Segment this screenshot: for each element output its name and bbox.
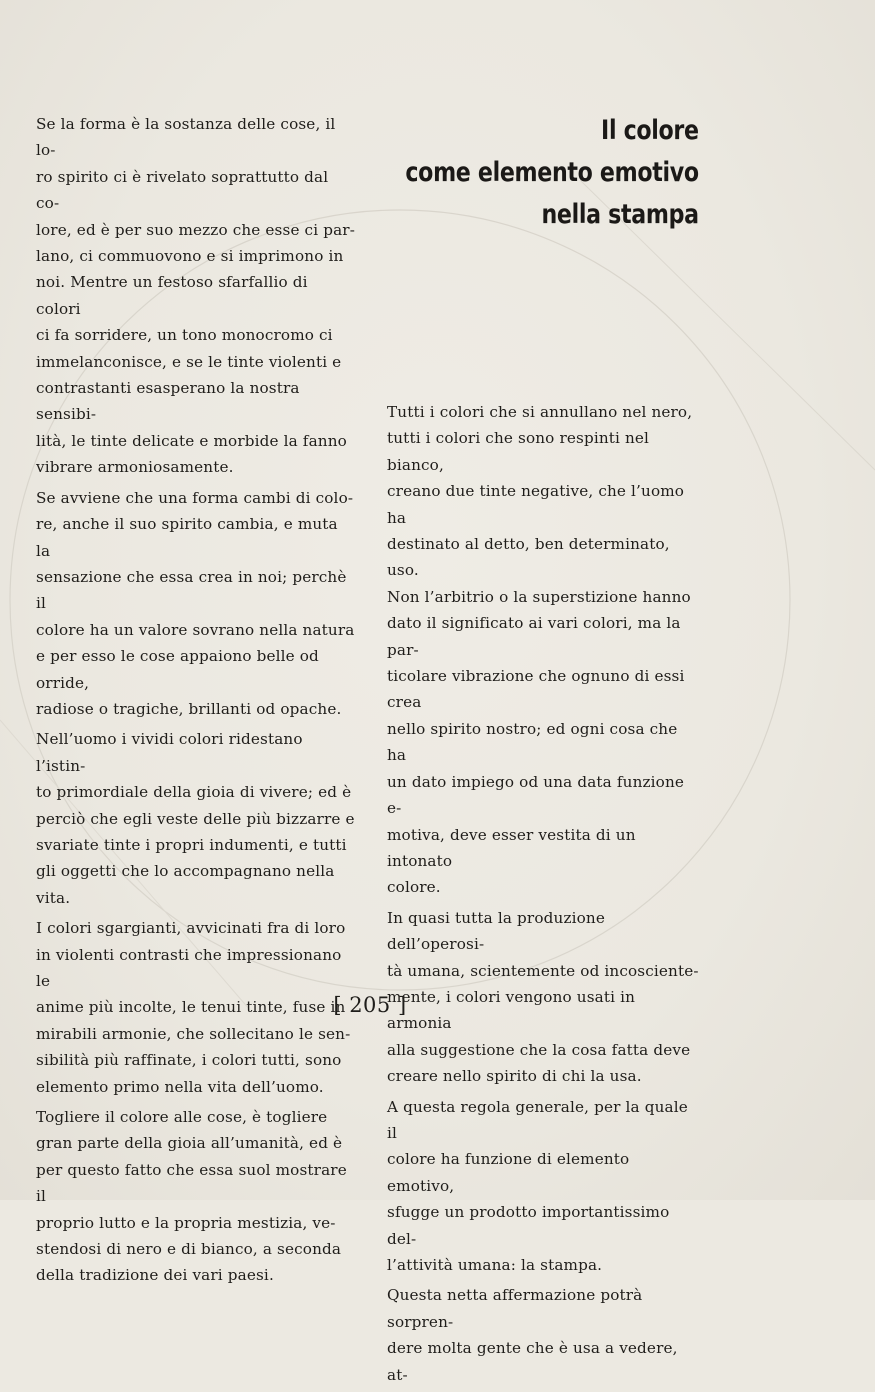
page-number: [ 205 ] xyxy=(333,993,407,1017)
paragraph: Nell’uomo i vividi colori ridestano l’istin- to primordiale della gioia di vivere; ed è perciò che egli veste delle più bizzarre e svariate tinte i propri indumenti, e tutti gli oggetti che lo accompagnano nella vita. xyxy=(36,730,355,907)
paragraph: I colori sgargianti, avvicinati fra di loro in violenti contrasti che impressionano le anime più incolte, le tenui tinte, fuse in mirabili armonie, che sollecitano le sen- sibilità più raffinate, i colori tutti, sono elemento primo nella vita dell’uomo. xyxy=(36,919,351,1096)
title-line-1: Il colore xyxy=(601,115,699,146)
paragraph: Togliere il colore alle cose, è togliere gran parte della gioia all’umanità, ed è per questo fatto che essa suol mostrare il proprio lutto e la propria mestizia, ve- stendosi di nero e di bianco, a seconda della tradizione dei vari paesi. xyxy=(36,1108,347,1285)
article-title xyxy=(406,110,699,236)
paragraph: In quasi tutta la produzione dell’operosi- tà umana, scientemente od incosciente- mente, i colori vengono usati in armonia alla suggestione che la cosa fatta deve creare nello spirito di chi la usa. xyxy=(387,908,699,1086)
paragraph: Tutti i colori che si annullano nel nero, tutti i colori che sono respinti nel bianco, creano due tinte negative, che l’uomo ha destinato al detto, ben determinato, uso. Non l’arbitrio o la superstizione hanno dato il significato ai vari colori, ma la par- ticolare vibrazione che ognuno di essi crea nello spirito nostro; ed ogni cosa che ha un dato impiego od una data funzione e- motiva, deve esser vestita di un intonato colore. xyxy=(387,403,693,897)
title-line-3: nella stampa xyxy=(541,199,699,230)
paragraph: Questa netta affermazione potrà sorpren- dere molta gente che è usa a vedere, at- xyxy=(387,1286,678,1384)
paragraph: Se la forma è la sostanza delle cose, il lo- ro spirito ci è rivelato soprattutto dal co- lore, ed è per suo mezzo che esse ci par- lano, ci commuovono e si imprimono in noi. Mentre un festoso sfarfallio di colori ci fa sorridere, un tono monocromo ci immelanconisce, e se le tinte violenti e contrastanti esasperano la nostra sensibi- lità, le tinte delicate e morbide la fanno vibrare armoniosamente. xyxy=(36,115,355,477)
left-text-column xyxy=(36,111,356,1293)
right-text-column xyxy=(387,399,701,1392)
title-line-2: come elemento emotivo xyxy=(405,157,699,188)
paragraph: A questa regola generale, per la quale il colore ha funzione di elemento emotivo, sfugge un prodotto importantissimo del- l’attività umana: la stampa. xyxy=(387,1097,688,1274)
paragraph: Se avviene che una forma cambi di colo- re, anche il suo spirito cambia, e muta la sensazione che essa crea in noi; perchè il colore ha un valore sovrano nella natura e per esso le cose appaiono belle od orride, radiose o tragiche, brillanti od opache. xyxy=(36,488,355,718)
